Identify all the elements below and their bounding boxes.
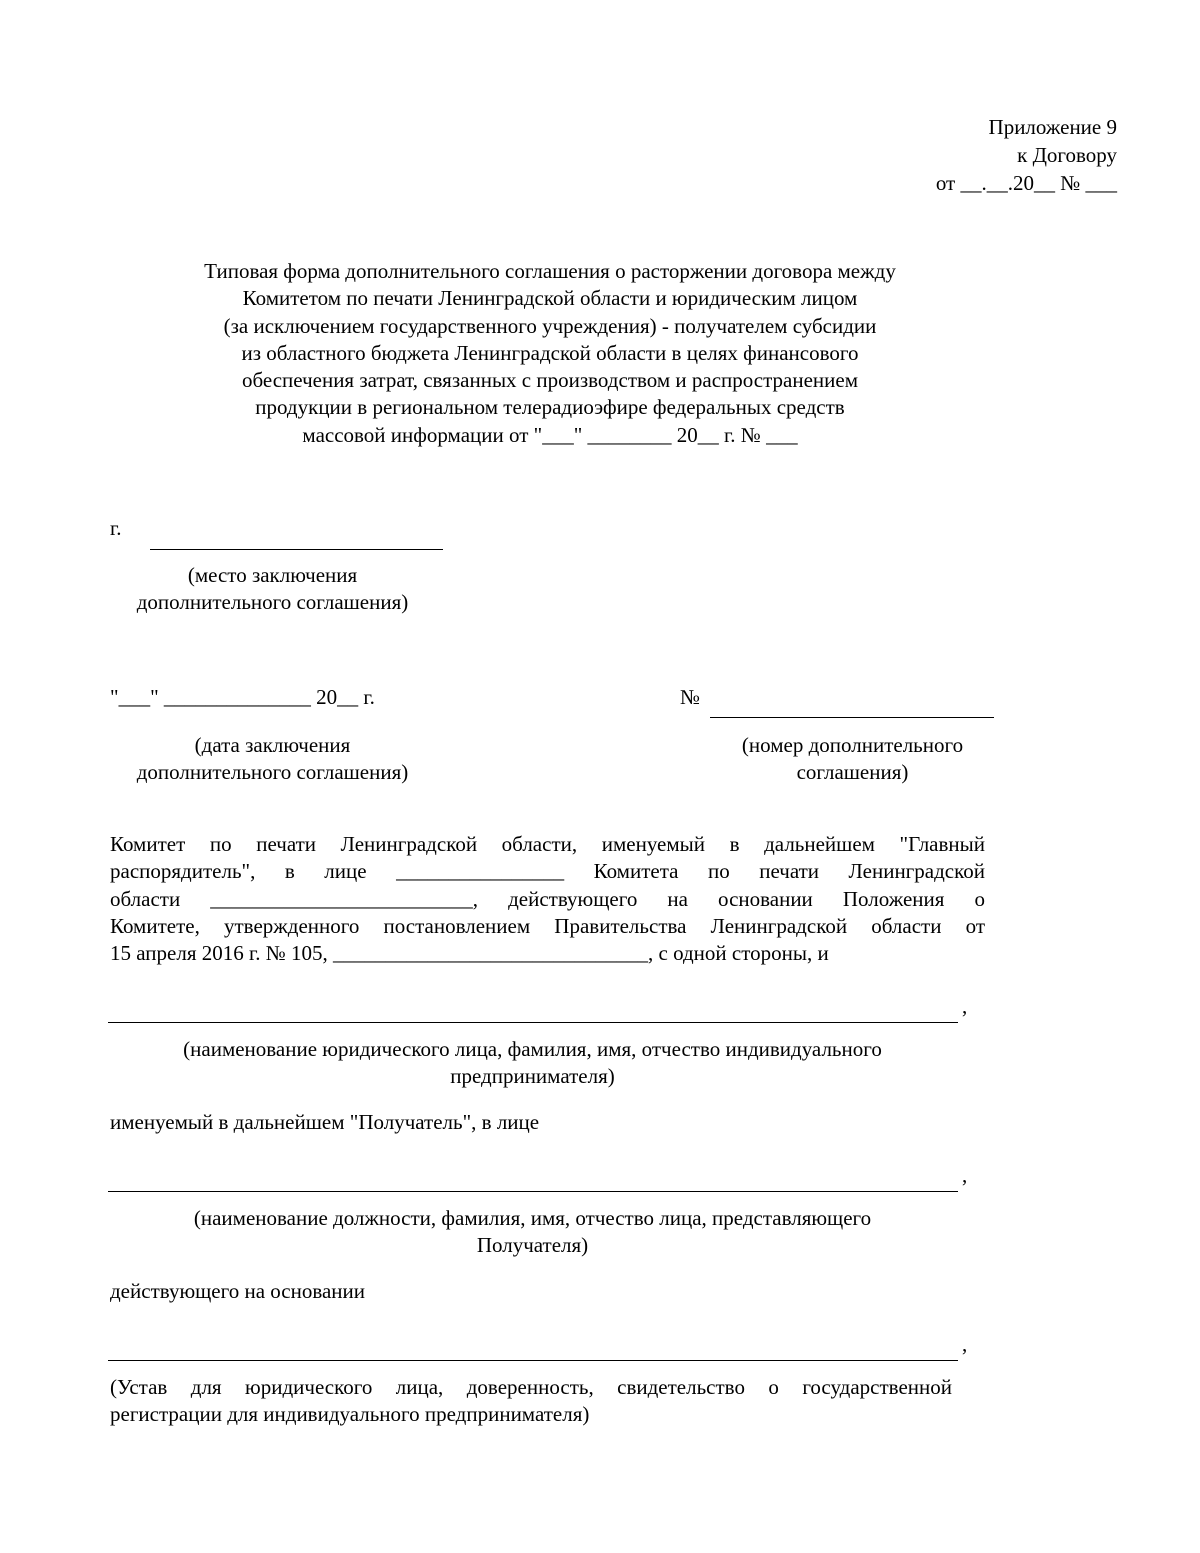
basis-caption-line: (Устав для юридического лица, доверенность, свидетельство о государственной — [110, 1375, 952, 1399]
basis-caption-line: регистрации для индивидуального предпринимателя) — [110, 1402, 590, 1427]
intro-line: распорядитель", в лице ________________ Комитета по печати Ленинградской — [110, 859, 985, 884]
date-field[interactable]: "___" ______________ 20__ г. — [110, 685, 375, 709]
title-line: Комитетом по печати Ленинградской области и юридическим лицом — [242, 286, 858, 311]
title-line: (за исключением государственного учреждения) - получателем субсидии — [223, 313, 877, 338]
basis-comma: , — [962, 1332, 968, 1356]
title-line: из областного бюджета Ленинградской области в целях финансового — [241, 340, 859, 365]
basis-text: действующего на основании — [110, 1279, 366, 1303]
representative-comma: , — [962, 1163, 968, 1187]
number-prefix: № — [680, 685, 701, 709]
title-line: обеспечения затрат, связанных с производством и распространением — [241, 368, 859, 393]
date-caption-line: дополнительного соглашения) — [136, 760, 409, 784]
place-prefix: г. — [110, 516, 122, 540]
intro-line: области _________________________, действующего на основании Положения о — [110, 886, 985, 911]
recipient-caption-line: (наименование юридического лица, фамилия, имя, отчество индивидуального — [183, 1037, 882, 1061]
recipient-caption — [110, 1036, 955, 1090]
place-caption-line: дополнительного соглашения) — [136, 590, 409, 614]
intro-line: 15 апреля 2016 г. № 105, ______________________________, с одной стороны, и — [110, 941, 829, 966]
date-caption-line: (дата заключения — [194, 733, 351, 757]
recipient-named-text: именуемый в дальнейшем "Получатель", в лице — [110, 1110, 540, 1134]
date-caption — [110, 732, 435, 786]
place-caption-line: (место заключения — [187, 563, 358, 587]
contract-reference: к Договору — [1017, 143, 1117, 167]
representative-caption-line: (наименование должности, фамилия, имя, отчество лица, представляющего — [193, 1206, 872, 1230]
intro-line: Комитет по печати Ленинградской области, именуемый в дальнейшем "Главный — [110, 832, 985, 856]
recipient-caption-line: предпринимателя) — [450, 1064, 615, 1088]
representative-caption — [110, 1205, 955, 1259]
contract-date-number: от __.__.20__ № ___ — [935, 171, 1117, 195]
basis-caption — [110, 1374, 952, 1429]
recipient-blank-line[interactable] — [108, 1022, 958, 1023]
number-caption-line: соглашения) — [796, 760, 909, 784]
number-caption — [720, 732, 985, 786]
recipient-comma: , — [962, 994, 968, 1018]
place-blank-line[interactable] — [150, 549, 443, 550]
title-line: продукции в региональном телерадиоэфире федеральных средств — [255, 395, 845, 420]
intro-paragraph — [110, 831, 985, 967]
title-line: массовой информации от "___" ________ 20__ г. № ___ — [302, 422, 798, 447]
title-line: Типовая форма дополнительного соглашения о расторжении договора между — [204, 259, 896, 283]
appendix-label: Приложение 9 — [988, 115, 1117, 139]
representative-blank-line[interactable] — [108, 1191, 958, 1192]
place-caption — [110, 562, 435, 616]
number-blank-line[interactable] — [710, 717, 994, 718]
basis-blank-line[interactable] — [108, 1360, 958, 1361]
intro-line: Комитете, утвержденного постановлением Правительства Ленинградской области от — [110, 913, 985, 938]
representative-caption-line: Получателя) — [476, 1233, 589, 1257]
document-title — [110, 258, 990, 449]
number-caption-line: (номер дополнительного — [741, 733, 964, 757]
